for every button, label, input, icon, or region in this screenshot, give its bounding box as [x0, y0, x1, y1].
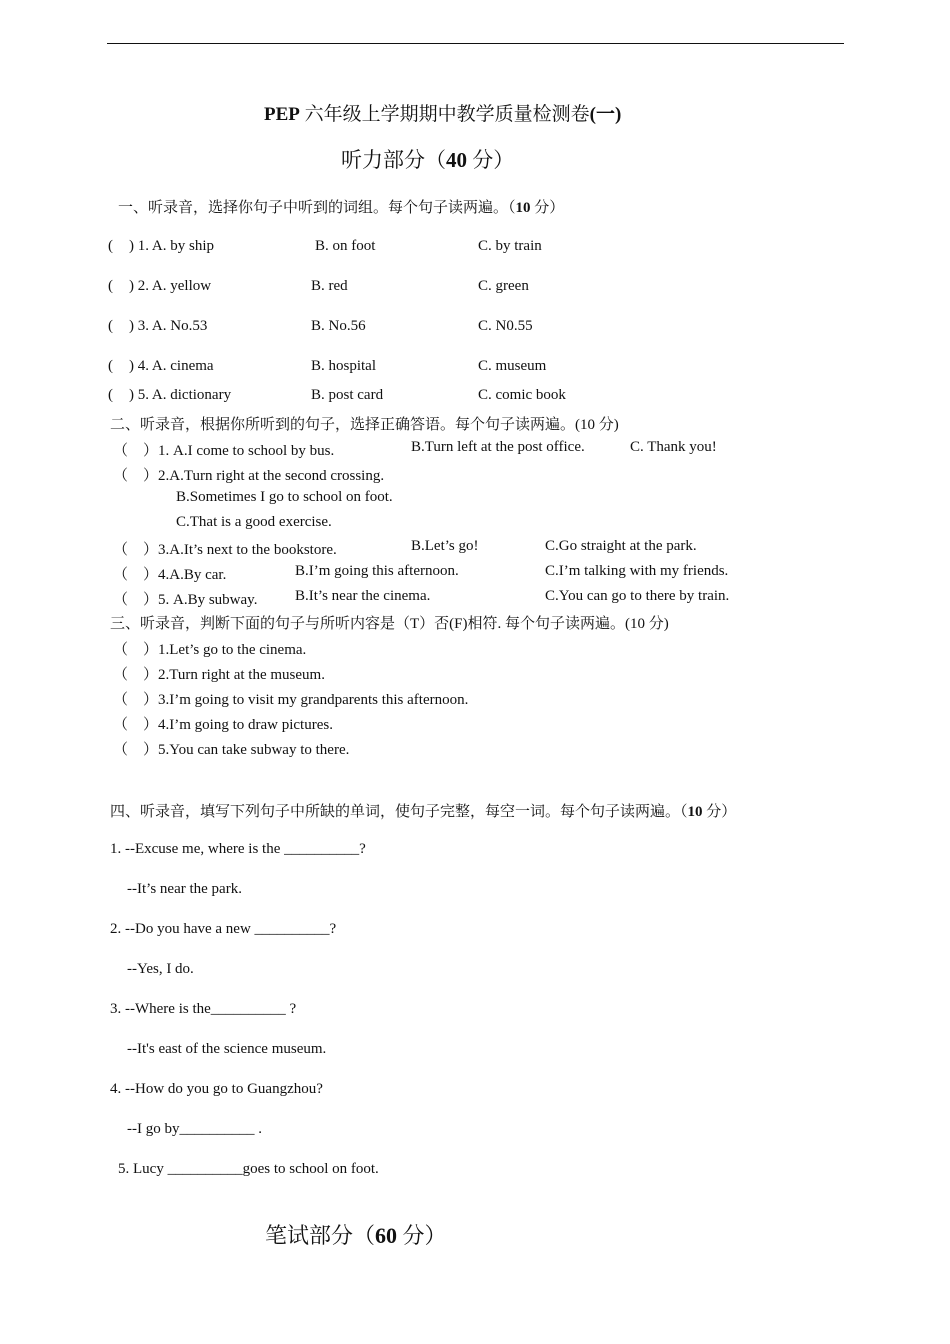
part1-q4-option-c: C. museum	[478, 358, 547, 374]
header-rule	[107, 43, 844, 44]
part2-q4-option-c: C.I’m talking with my friends.	[545, 563, 729, 579]
part1-q1-option-a: ) 1. A. by ship	[114, 238, 215, 254]
part3-item-5: （ ）5.You can take subway to there.	[113, 742, 350, 758]
part3-item-4: （ ）4.I’m going to draw pictures.	[113, 717, 333, 733]
part3-item-2: （ ）2.Turn right at the museum.	[113, 667, 325, 683]
part1-q4-option-a: ) 4. A. cinema	[114, 358, 214, 374]
part1-q3-option-c: C. N0.55	[478, 318, 533, 334]
part1-q2-bracket: (	[108, 278, 113, 294]
part2-q5-option-c: C.You can go to there by train.	[545, 588, 730, 604]
part4-line-6: --It's east of the science museum.	[127, 1041, 327, 1057]
part2-q4-option-b: B.I’m going this afternoon.	[295, 563, 459, 579]
part1-q1-option-b: B. on foot	[315, 238, 376, 254]
part4-line-4: --Yes, I do.	[127, 961, 194, 977]
part1-q2-option-c: C. green	[478, 278, 529, 294]
part1-q4-bracket: (	[108, 358, 113, 374]
part2-q5-option-b: B.It’s near the cinema.	[295, 588, 431, 604]
part4-line-5: 3. --Where is the__________ ?	[110, 1001, 297, 1017]
part2-q2-option-a: （ ）2.A.Turn right at the second crossing.	[113, 468, 385, 484]
part2-q3-option-a: （ ）3.A.It’s next to the bookstore.	[113, 542, 337, 558]
part3-item-3: （ ）3.I’m going to visit my grandparents this afternoon.	[113, 692, 469, 708]
part2-q5-option-a: （ ）5. A.By subway.	[113, 592, 258, 608]
part1-q5-option-c: C. comic book	[478, 387, 566, 403]
part1-instruction: 一、听录音，选择你句子中听到的词组。每个句子读两遍。（10 分）	[118, 200, 565, 216]
part1-q5-bracket: (	[108, 387, 113, 403]
part2-q4-option-a: （ ）4.A.By car.	[113, 567, 227, 583]
part4-line-8: --I go by__________ .	[127, 1121, 262, 1137]
part4-line-7: 4. --How do you go to Guangzhou?	[110, 1081, 323, 1097]
part3-item-1: （ ）1.Let’s go to the cinema.	[113, 642, 307, 658]
part1-q4-option-b: B. hospital	[311, 358, 377, 374]
part2-instruction: 二、听录音，根据你所听到的句子，选择正确答语。每个句子读两遍。(10 分)	[110, 417, 619, 433]
part2-q1-option-a: （ ）1. A.I come to school by bus.	[113, 443, 335, 459]
part1-q2-option-a: ) 2. A. yellow	[114, 278, 212, 294]
part2-q2-option-b: B.Sometimes I go to school on foot.	[176, 489, 393, 505]
part1-q5-option-b: B. post card	[311, 387, 384, 403]
part1-q2-option-b: B. red	[311, 278, 348, 294]
page-title	[264, 99, 621, 126]
part3-instruction: 三、听录音，判断下面的句子与所听内容是（T）否(F)相符. 每个句子读两遍。(10 分)	[110, 616, 669, 632]
written-section-heading: 笔试部分（60 分）	[265, 1223, 447, 1248]
part1-q3-bracket: (	[108, 318, 113, 334]
title-main: 六年级上学期期中教学质量检测卷	[299, 104, 590, 125]
part4-instruction: 四、听录音，填写下列句子中所缺的单词，使句子完整，每空一词。每个句子读两遍。（10 分）	[110, 804, 737, 820]
part1-q5-option-a: ) 5. A. dictionary	[114, 387, 232, 403]
part1-q1-bracket: (	[108, 238, 113, 254]
part2-q3-option-c: C.Go straight at the park.	[545, 538, 697, 554]
part2-q2-option-c: C.That is a good exercise.	[176, 514, 332, 530]
title-suffix: (一)	[589, 104, 622, 125]
part1-q3-option-a: ) 3. A. No.53	[114, 318, 208, 334]
part2-q1-option-b: B.Turn left at the post office.	[411, 439, 585, 455]
part2-q1-option-c: C. Thank you!	[630, 439, 717, 455]
part2-q3-option-b: B.Let’s go!	[411, 538, 479, 554]
title-prefix: PEP	[264, 104, 300, 125]
part4-line-9: 5. Lucy __________goes to school on foot.	[118, 1161, 379, 1177]
part4-line-3: 2. --Do you have a new __________?	[110, 921, 337, 937]
part1-q1-option-c: C. by train	[478, 238, 542, 254]
part1-q3-option-b: B. No.56	[311, 318, 366, 334]
part4-line-1: 1. --Excuse me, where is the __________?	[110, 841, 366, 857]
part4-line-2: --It’s near the park.	[127, 881, 242, 897]
listening-section-heading: 听力部分（40 分）	[341, 148, 515, 172]
